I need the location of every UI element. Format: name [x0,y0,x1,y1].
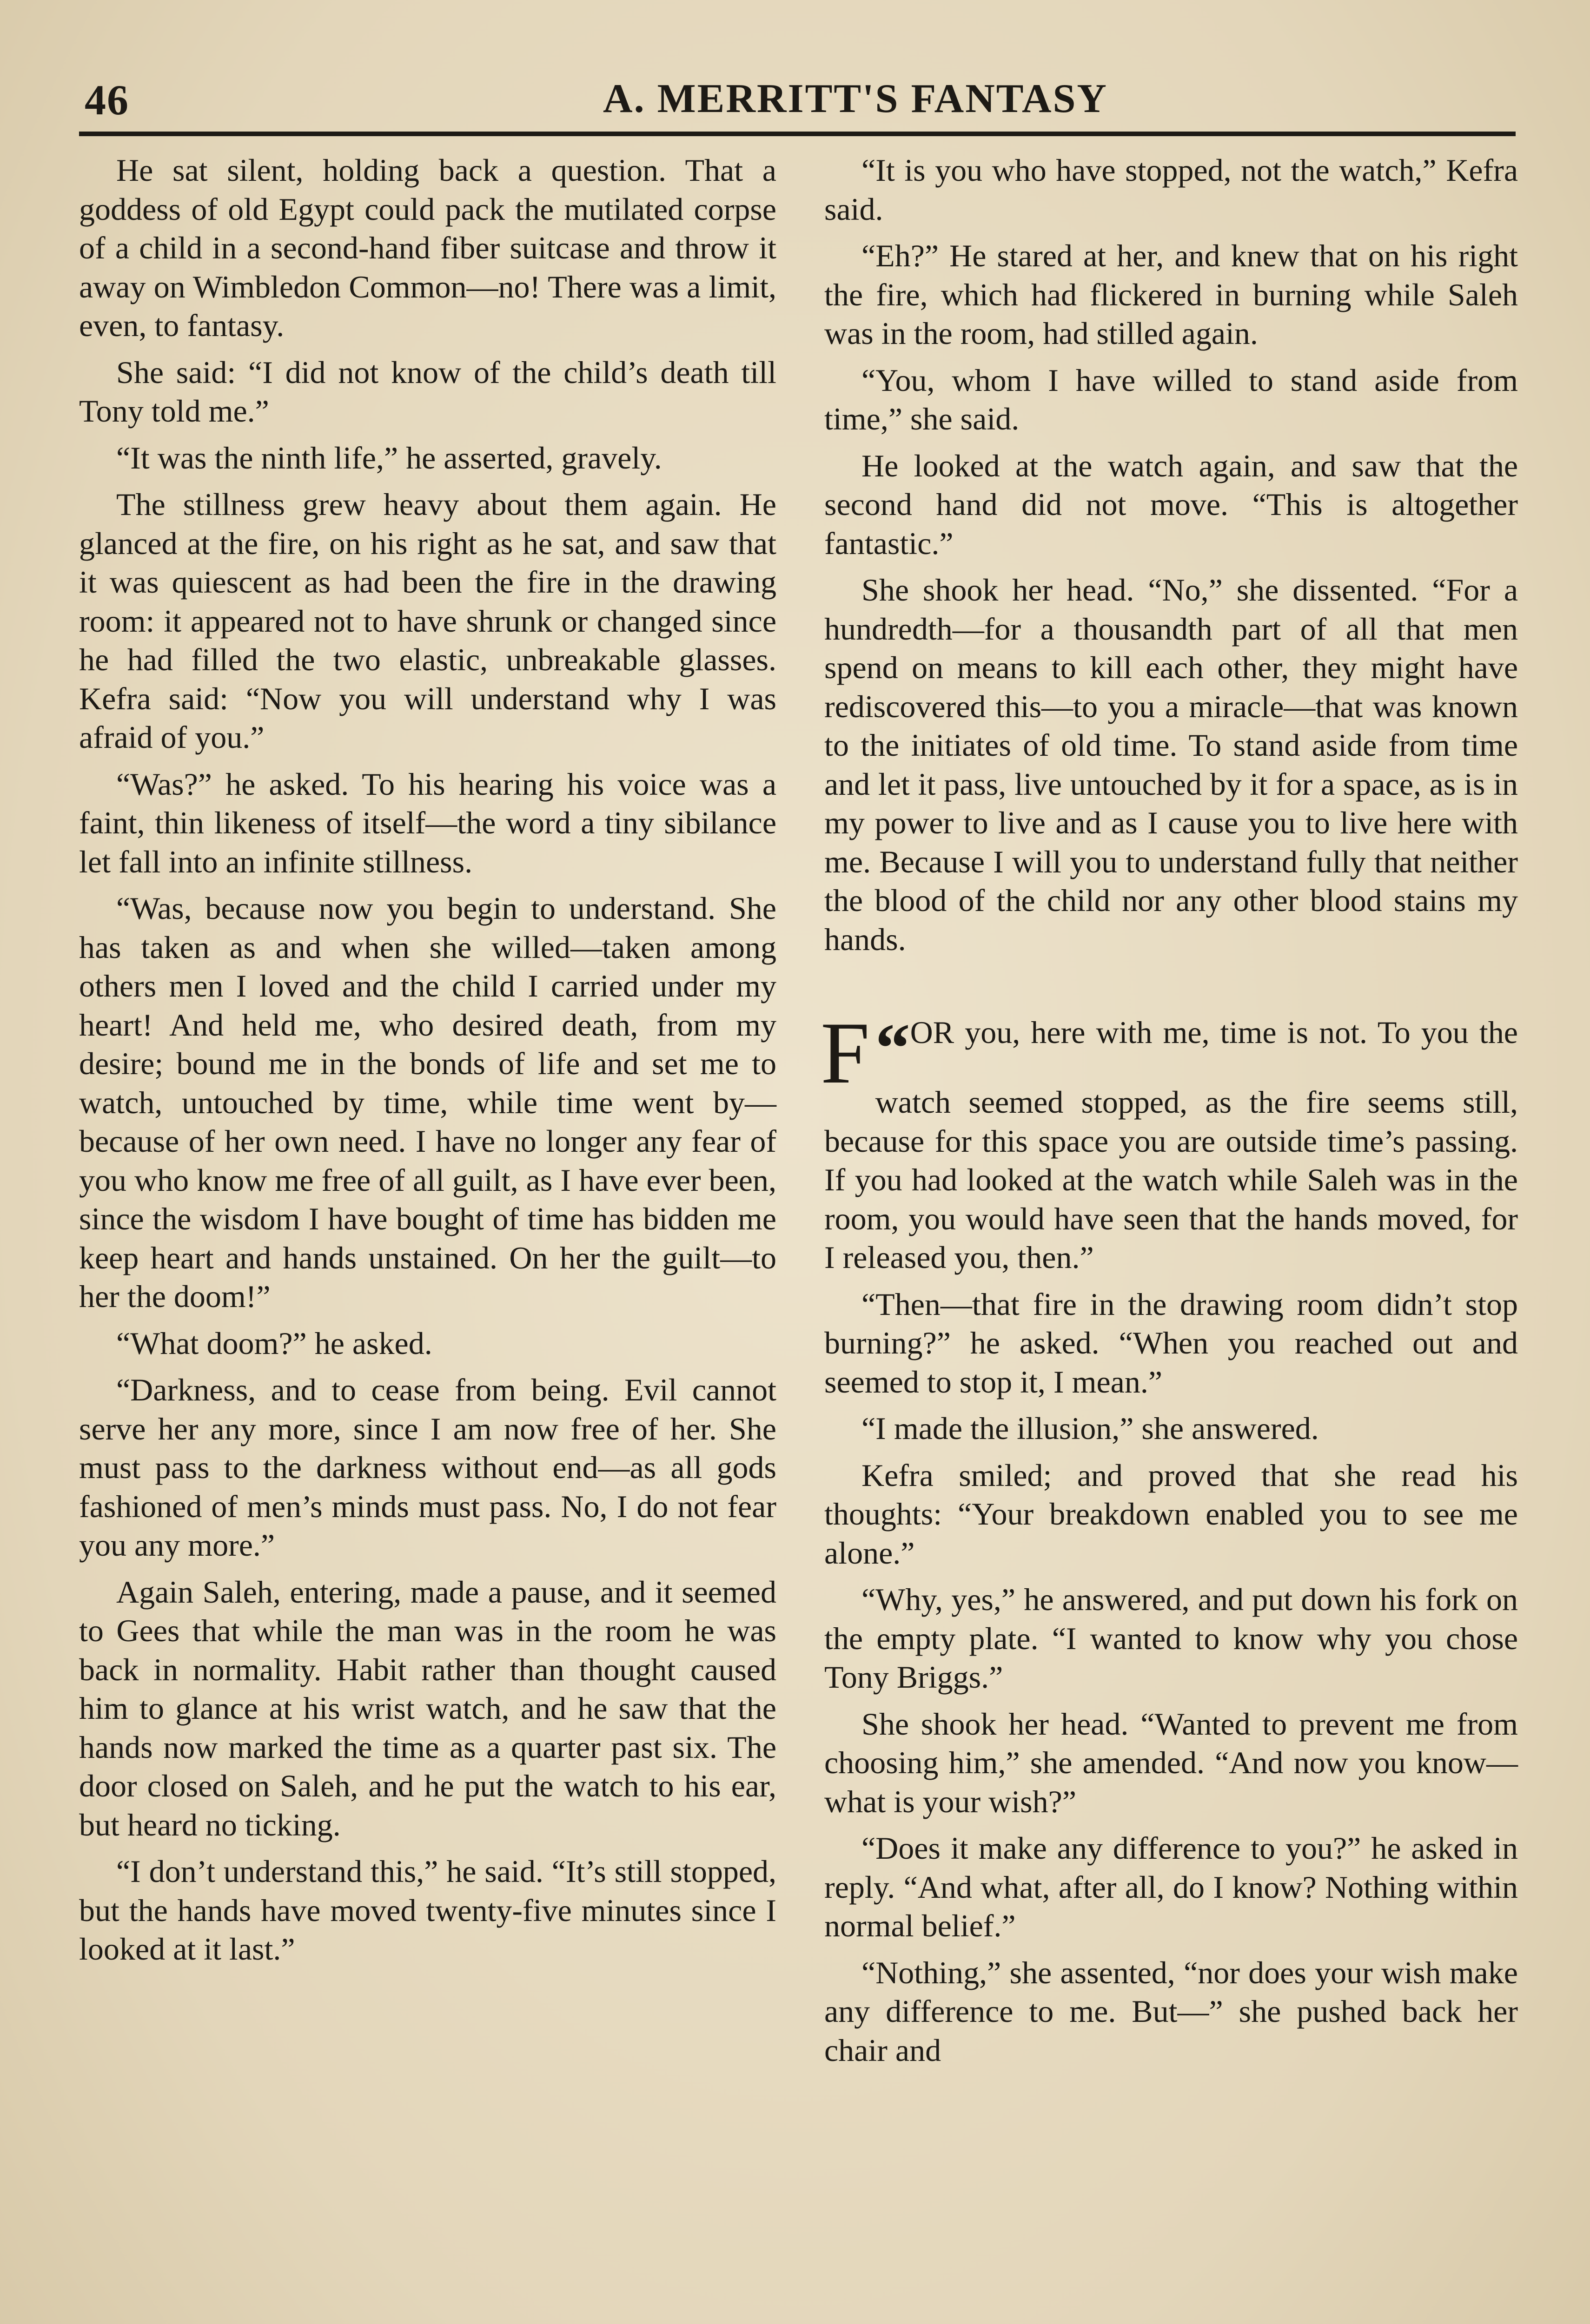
dropcap-paragraph [821,1004,1518,1277]
paragraph: “Was?” he asked. To his hearing his voice was a faint, thin likeness of itself—the word a tiny sibilance let fall into an infinite stillness. [79,766,776,879]
paragraph: Kefra smiled; and proved that she read his thoughts: “Your breakdown enabled you to see me alone.” [824,1457,1518,1571]
paragraph: Again Saleh, entering, made a pause, and it seemed to Gees that while the man was in the room he was back in normality. Habit rather than thought caused him to glance at his wrist watch, and he saw that the hands now marked the time as a quarter past six. The door closed on Saleh, and he put the watch to his ear, but heard no ticking. [79,1574,776,1842]
paragraph: “Darkness, and to cease from being. Evil cannot serve her any more, since I am now free of her. She must pass to the darkness without end—as all gods fashioned of men’s minds must pass. No, I do not fear you any more.” [79,1372,776,1563]
paragraph: “I made the illusion,” she answered. [861,1411,1319,1446]
dropcap-letter: F [821,1004,870,1102]
page-header [79,70,1516,135]
paragraph: “Why, yes,” he answered, and put down his fork on the empty plate. “I wanted to know why you chose Tony Briggs.” [824,1582,1518,1695]
paragraph: The stillness grew heavy about them again. He glanced at the fire, on his right as he sat, and saw that it was quiescent as had been the fire in the drawing room: it appeared not to have shrunk or changed since he had filled the two elastic, unbreakable glasses. Kefra said: “Now you will understand why I was afraid of you.” [79,487,776,755]
paragraph: “Was, because now you begin to understand. She has taken as and when she willed—taken among others men I loved and the child I carried under my heart! And held me, who desired death, from my desire; bound me in the bonds of life and set me to watch, untouched by time, while time went by—because of her own need. I have no longer any fear of you who know me free of all guilt, as I have ever been, since the wisdom I have bought of time has bidden me keep heart and hands unstained. On her the guilt—to her the doom!” [79,891,776,1314]
paragraph: “You, whom I have willed to stand aside from time,” she said. [824,362,1518,436]
paragraph: “Then—that fire in the drawing room didn’t stop burning?” he asked. “When you reached out and seemed to stop it, I mean.” [824,1286,1518,1400]
paragraph: He looked at the watch again, and saw that the second hand did not move. “This is altogether fantastic.” [824,448,1518,561]
paragraph: She shook her head. “Wanted to prevent me from choosing him,” she amended. “And now you know—what is your wish?” [824,1706,1518,1819]
paragraph: “It was the ninth life,” he asserted, gravely. [116,440,662,475]
paragraph: She shook her head. “No,” she dissented. “For a hundredth—for a thousandth part of all that men spend on means to kill each other, they might have rediscovered this—to you a miracle—that was known to the initiates of old time. To stand aside from time and let it pass, live untouched by it for a space, as is in my power to live and as I cause you to live here with me. Because I will you to understand fully that neither the blood of the child nor any other blood stains my hands. [824,572,1518,957]
paragraph: “Nothing,” she assented, “nor does your wish make any difference to me. But—” she pushed back her chair and [824,1954,1518,2068]
paragraph: He sat silent, holding back a question. That a goddess of old Egypt could pack the mutilated corpse of a child in a second-hand fiber suitcase and throw it away on Wimbledon Common—no! There was a limit, even, to fantasy. [79,152,776,343]
dropcap-quote: “ [875,1010,910,1087]
paragraph: “I don’t understand this,” he said. “It’s still stopped, but the hands have moved twenty-five minutes since I looked at it last.” [79,1854,776,1967]
dropcap-paragraph-text: OR you, here with me, time is not. To you the watch seemed stopped, as the fire seems still, because for this space you are outside time’s passing. If you had looked at the watch while Saleh was in the room, you would have seen that the hands moved, for I released you, then.” [824,1015,1518,1275]
right-column [821,151,1518,2078]
paragraph: She said: “I did not know of the child’s death till Tony told me.” [79,354,776,429]
page-number: 46 [85,76,129,124]
header-rule [79,132,1516,136]
paragraph: “What doom?” he asked. [116,1325,432,1361]
paragraph: “Does it make any difference to you?” he asked in reply. “And what, after all, do I know? Nothing within normal belief.” [824,1830,1518,1943]
paragraph: “It is you who have stopped, not the watch,” Kefra said. [824,152,1518,227]
left-column [79,151,776,1977]
running-head-title: A. MERRITT'S FANTASY [603,76,1108,121]
paragraph: “Eh?” He stared at her, and knew that on his right the fire, which had flickered in burning while Saleh was in the room, had stilled again. [824,238,1518,351]
section-break [824,967,1518,1013]
